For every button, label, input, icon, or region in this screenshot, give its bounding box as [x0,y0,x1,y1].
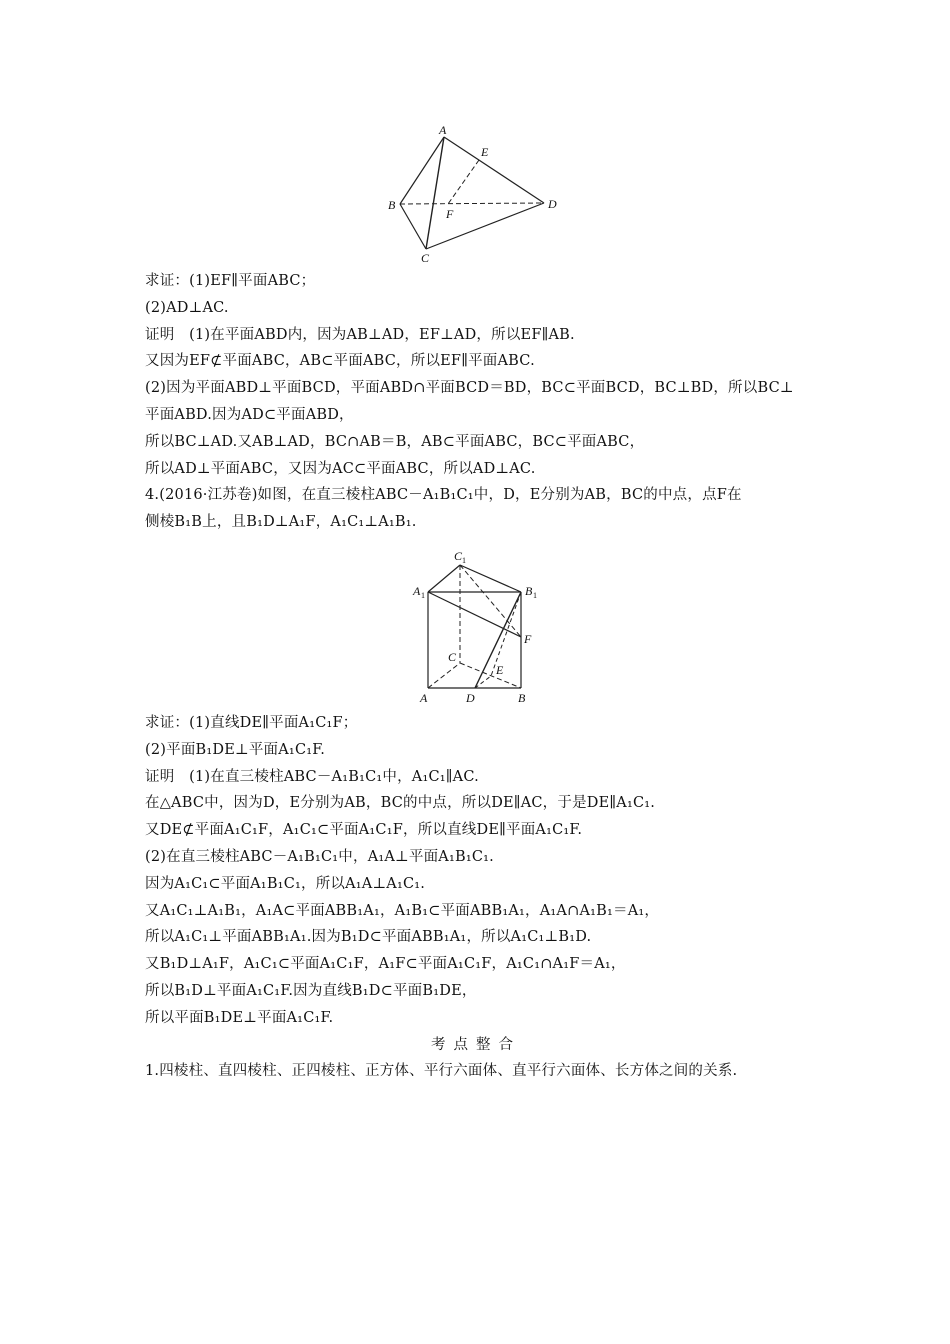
label-f: F [524,632,532,646]
label-c: C [421,251,430,265]
prism-figure [410,545,550,707]
text-line: 求证：(1)EF∥平面ABC； [145,273,316,289]
label-d: D [548,197,557,211]
edge-ac [426,137,444,249]
proof-block-2 [145,710,807,1085]
prism-diagram [410,545,550,707]
edge-bd-dashed [400,203,544,204]
text-line: 又DE⊄平面A₁C₁F，A₁C₁⊂平面A₁C₁F，所以直线DE∥平面A₁C₁F. [145,822,583,839]
text-line: 在△ABC中，因为D，E分别为AB，BC的中点，所以DE∥AC，于是DE∥A₁C₁. [145,795,656,812]
edge-ac-dashed [428,663,460,688]
edge-ab [400,137,444,204]
text-line: 所以A₁C₁⊥平面ABB₁A₁.因为B₁D⊂平面ABB₁A₁，所以A₁C₁⊥B₁D. [145,929,592,946]
label-a1-sub: 1 [421,591,425,600]
edge-a1c1 [428,565,460,592]
text-line: 侧棱B₁B上，且B₁D⊥A₁F，A₁C₁⊥A₁B₁. [145,514,417,531]
label-a1: A [413,584,421,598]
segment-c1f-dashed [460,565,521,637]
edge-cd [426,203,544,249]
section-heading: 考点整合 [431,1036,521,1053]
text-line: (2)AD⊥AC. [145,299,229,316]
text-line: 所以AD⊥平面ABC，又因为AC⊂平面ABC，所以AD⊥AC. [145,460,536,477]
label-a: A [439,123,447,137]
label-b1-sub: 1 [533,591,537,600]
proof-block-1 [145,268,807,536]
edge-cb-dashed [460,663,521,688]
edge-ad [444,137,544,203]
label-c: C [448,650,457,664]
text-line: (2)平面B₁DE⊥平面A₁C₁F. [145,741,326,758]
text-line: 所以BC⊥AD.又AB⊥AD，BC∩AB＝B，AB⊂平面ABC，BC⊂平面ABC， [145,433,645,450]
text-line: (2)因为平面ABD⊥平面BCD，平面ABD∩平面BCD＝BD，BC⊂平面BCD，BC⊥BD，所以BC⊥ [145,380,794,397]
tetrahedron-diagram [380,120,570,265]
text-line: 平面ABD.因为AD⊂平面ABD， [145,406,354,423]
text-line: 所以平面B₁DE⊥平面A₁C₁F. [145,1009,334,1026]
text-line: 4.(2016·江苏卷)如图，在直三棱柱ABC－A₁B₁C₁中，D，E分别为AB，BC的中点，点F在 [145,487,742,504]
edge-c1b1 [460,565,521,592]
segment-a1f [428,592,521,637]
text-line: 证明 (1)在直三棱柱ABC－A₁B₁C₁中，A₁C₁∥AC. [145,768,479,785]
text-line: (2)在直三棱柱ABC－A₁B₁C₁中，A₁A⊥平面A₁B₁C₁. [145,848,494,865]
label-b1: B [525,584,533,598]
label-c1-sub: 1 [462,556,466,565]
label-c1: C [454,549,463,563]
text-paragraph: 1.四棱柱、直四棱柱、正四棱柱、正方体、平行六面体、直平行六面体、长方体之间的关系. [145,1063,738,1080]
label-f: F [446,207,454,221]
text-line: 又B₁D⊥A₁F，A₁C₁⊂平面A₁C₁F，A₁F⊂平面A₁C₁F，A₁C₁∩A₁F＝A₁， [145,956,626,973]
label-b: B [518,691,526,705]
text-line: 又A₁C₁⊥A₁B₁，A₁A⊂平面ABB₁A₁，A₁B₁⊂平面ABB₁A₁，A₁A∩A₁B₁＝A₁， [145,902,660,919]
text-line: 证明 (1)在平面ABD内，因为AB⊥AD，EF⊥AD，所以EF∥AB. [145,326,575,343]
segment-ef-dashed [448,160,479,204]
edge-bc [400,204,426,249]
text-line: 又因为EF⊄平面ABC，AB⊂平面ABC，所以EF∥平面ABC. [145,353,535,370]
label-b: B [388,198,396,212]
text-line: 求证：(1)直线DE∥平面A₁C₁F； [145,715,358,731]
label-e: E [481,145,489,159]
tetrahedron-figure [380,120,570,265]
text-line: 因为A₁C₁⊂平面A₁B₁C₁，所以A₁A⊥A₁C₁. [145,875,426,892]
label-e: E [496,663,504,677]
label-d: D [466,691,475,705]
text-line: 所以B₁D⊥平面A₁C₁F.因为直线B₁D⊂平面B₁DE， [145,982,477,999]
label-a: A [420,691,428,705]
